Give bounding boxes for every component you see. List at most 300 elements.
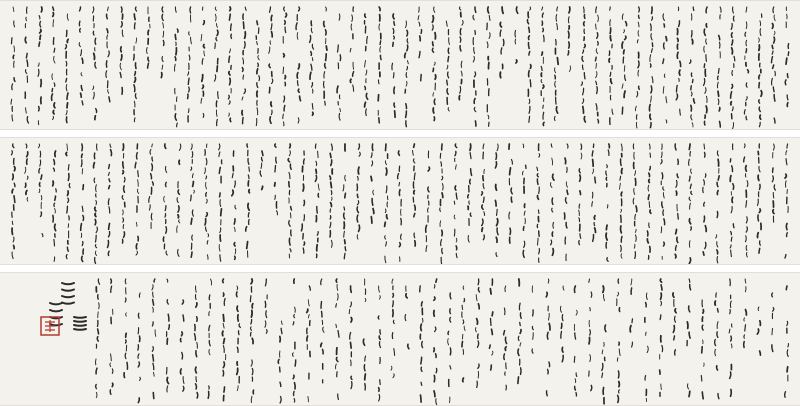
- brush-stroke: [55, 196, 56, 200]
- brush-stroke: [591, 292, 592, 297]
- brush-stroke: [109, 207, 110, 213]
- brush-stroke: [291, 230, 292, 236]
- brush-stroke: [732, 71, 733, 76]
- brush-stroke: [706, 106, 707, 113]
- brush-stroke: [96, 200, 97, 204]
- brush-stroke: [563, 286, 564, 290]
- signature-stroke: [74, 329, 86, 330]
- brush-stroke: [26, 7, 27, 13]
- brush-stroke: [539, 154, 540, 157]
- brush-stroke: [491, 365, 492, 370]
- brush-stroke: [717, 242, 718, 247]
- brush-stroke: [123, 144, 124, 150]
- brush-stroke: [704, 202, 705, 206]
- brush-stroke: [135, 72, 136, 76]
- brush-stroke: [312, 112, 313, 115]
- brush-stroke: [234, 243, 235, 246]
- brush-stroke: [651, 86, 652, 93]
- brush-stroke: [634, 244, 635, 248]
- brush-stroke: [704, 144, 705, 149]
- brush-stroke: [350, 48, 351, 52]
- brush-stroke: [501, 48, 502, 54]
- brush-stroke: [251, 320, 252, 325]
- brush-stroke: [598, 42, 599, 46]
- brush-stroke: [251, 360, 252, 366]
- brush-stroke: [662, 345, 663, 351]
- brush-stroke: [772, 45, 773, 48]
- brush-stroke: [690, 60, 691, 64]
- brush-stroke: [663, 193, 664, 198]
- brush-stroke: [293, 391, 294, 395]
- calligraphy-column: [757, 144, 761, 253]
- brush-stroke: [303, 248, 304, 253]
- brush-stroke: [53, 168, 54, 171]
- brush-stroke: [310, 72, 311, 79]
- brush-stroke: [206, 193, 207, 197]
- brush-stroke: [93, 7, 94, 13]
- brush-stroke: [215, 14, 216, 21]
- brush-stroke: [551, 144, 552, 147]
- brush-stroke: [435, 33, 436, 39]
- brush-stroke: [309, 286, 310, 290]
- brush-stroke: [93, 92, 94, 99]
- brush-stroke: [98, 329, 99, 334]
- brush-stroke: [704, 79, 705, 86]
- brush-stroke: [12, 115, 13, 121]
- brush-stroke: [110, 363, 111, 367]
- brush-stroke: [126, 333, 127, 337]
- brush-stroke: [555, 81, 556, 87]
- brush-stroke: [529, 71, 530, 77]
- brush-stroke: [519, 279, 520, 286]
- brush-stroke: [504, 308, 505, 315]
- brush-stroke: [54, 203, 55, 206]
- brush-stroke: [757, 329, 758, 334]
- brush-stroke: [311, 28, 312, 33]
- brush-stroke: [603, 295, 604, 301]
- brush-stroke: [14, 196, 15, 203]
- brush-stroke: [691, 191, 692, 194]
- brush-stroke: [717, 250, 718, 254]
- brush-stroke: [123, 210, 124, 215]
- brush-stroke: [785, 174, 786, 178]
- brush-stroke: [220, 200, 221, 207]
- brush-stroke: [426, 246, 427, 252]
- brush-stroke: [357, 201, 358, 205]
- brush-stroke: [408, 344, 409, 348]
- brush-stroke: [557, 23, 558, 29]
- brush-stroke: [345, 240, 346, 244]
- brush-stroke: [293, 322, 294, 325]
- calligraphy-column: [744, 144, 748, 257]
- brush-stroke: [248, 159, 249, 165]
- brush-stroke: [757, 233, 758, 238]
- brush-stroke: [649, 173, 650, 177]
- brush-stroke: [448, 339, 449, 345]
- brush-stroke: [691, 86, 692, 90]
- brush-stroke: [326, 7, 327, 11]
- signature-stroke: [62, 290, 74, 291]
- brush-stroke: [202, 75, 203, 82]
- brush-stroke: [367, 37, 368, 44]
- brush-stroke: [663, 242, 664, 246]
- brush-stroke: [285, 76, 286, 79]
- brush-stroke: [635, 106, 636, 111]
- brush-stroke: [746, 40, 747, 46]
- brush-stroke: [153, 372, 154, 376]
- brush-stroke: [634, 152, 635, 159]
- brush-stroke: [298, 118, 299, 123]
- brush-stroke: [543, 112, 544, 119]
- brush-stroke: [124, 177, 125, 182]
- calligraphy-column: [448, 293, 451, 403]
- brush-stroke: [533, 310, 534, 316]
- brush-stroke: [689, 258, 690, 264]
- brush-stroke: [289, 221, 290, 227]
- brush-stroke: [270, 117, 271, 124]
- brush-stroke: [52, 74, 53, 80]
- brush-stroke: [25, 70, 26, 74]
- calligraphy-column: [703, 144, 707, 255]
- brush-stroke: [95, 359, 96, 365]
- brush-stroke: [500, 30, 501, 36]
- brush-stroke: [459, 96, 460, 100]
- brush-stroke: [366, 109, 367, 116]
- brush-stroke: [590, 355, 591, 362]
- brush-stroke: [647, 346, 648, 352]
- brush-stroke: [152, 322, 153, 326]
- calligraphy-column: [473, 7, 476, 126]
- calligraphy-column: [568, 7, 571, 72]
- brush-stroke: [177, 198, 178, 203]
- calligraphy-column: [630, 279, 632, 347]
- brush-stroke: [399, 182, 400, 186]
- brush-stroke: [110, 390, 111, 394]
- brush-stroke: [14, 167, 15, 171]
- brush-stroke: [357, 176, 358, 180]
- brush-stroke: [393, 42, 394, 46]
- brush-stroke: [191, 144, 192, 150]
- brush-stroke: [295, 360, 296, 366]
- brush-stroke: [153, 307, 154, 312]
- brush-stroke: [720, 7, 721, 12]
- brush-stroke: [415, 205, 416, 210]
- brush-stroke: [379, 388, 380, 392]
- brush-stroke: [121, 47, 122, 52]
- brush-stroke: [651, 49, 652, 53]
- brush-stroke: [718, 176, 719, 180]
- brush-stroke: [387, 202, 388, 207]
- brush-stroke: [351, 342, 352, 348]
- brush-stroke: [56, 189, 57, 192]
- brush-stroke: [312, 104, 313, 110]
- brush-stroke: [53, 20, 54, 27]
- brush-stroke: [311, 64, 312, 70]
- calligraphy-column: [283, 7, 287, 126]
- brush-stroke: [124, 232, 125, 237]
- brush-stroke: [324, 22, 325, 27]
- brush-stroke: [357, 207, 358, 213]
- calligraphy-column: [645, 293, 648, 402]
- brush-stroke: [730, 301, 731, 307]
- brush-stroke: [358, 167, 359, 174]
- brush-stroke: [661, 227, 662, 233]
- brush-stroke: [469, 201, 470, 204]
- brush-stroke: [96, 385, 97, 389]
- brush-stroke: [237, 306, 238, 311]
- brush-stroke: [433, 108, 434, 113]
- brush-stroke: [243, 75, 244, 79]
- brush-stroke: [65, 45, 66, 49]
- brush-stroke: [304, 200, 305, 205]
- brush-stroke: [482, 219, 483, 225]
- brush-stroke: [222, 331, 223, 336]
- brush-stroke: [261, 163, 262, 169]
- brush-stroke: [538, 210, 539, 214]
- brush-stroke: [434, 62, 435, 65]
- brush-stroke: [478, 279, 479, 285]
- calligraphy-column: [250, 279, 253, 403]
- brush-stroke: [336, 304, 337, 308]
- brush-stroke: [744, 335, 745, 339]
- brush-stroke: [392, 63, 393, 69]
- brush-stroke: [235, 181, 236, 187]
- brush-stroke: [421, 302, 422, 306]
- brush-stroke: [483, 184, 484, 189]
- brush-stroke: [717, 332, 718, 337]
- brush-stroke: [230, 118, 231, 121]
- brush-stroke: [136, 38, 137, 43]
- brush-stroke: [109, 165, 110, 169]
- brush-stroke: [163, 31, 164, 37]
- brush-stroke: [197, 317, 198, 322]
- brush-stroke: [217, 120, 218, 126]
- brush-stroke: [598, 119, 599, 123]
- brush-stroke: [746, 246, 747, 251]
- brush-stroke: [353, 62, 354, 69]
- brush-stroke: [691, 105, 692, 111]
- brush-stroke: [543, 105, 544, 108]
- calligraphy-column: [195, 286, 198, 398]
- brush-stroke: [544, 35, 545, 41]
- brush-stroke: [96, 235, 97, 242]
- brush-stroke: [40, 160, 41, 166]
- calligraphy-column: [730, 144, 734, 257]
- brush-stroke: [786, 151, 787, 155]
- calligraphy-column: [731, 7, 735, 129]
- brush-stroke: [593, 235, 594, 242]
- brush-stroke: [196, 384, 197, 389]
- brush-stroke: [38, 144, 39, 148]
- brush-stroke: [40, 35, 41, 39]
- calligraphy-column: [337, 14, 341, 120]
- brush-stroke: [97, 337, 98, 341]
- brush-stroke: [42, 234, 43, 237]
- brush-stroke: [219, 245, 220, 252]
- brush-stroke: [591, 385, 592, 390]
- brush-stroke: [638, 61, 639, 68]
- brush-stroke: [506, 385, 507, 390]
- brush-stroke: [94, 53, 95, 59]
- brush-stroke: [707, 96, 708, 102]
- brush-stroke: [414, 144, 415, 147]
- brush-stroke: [284, 54, 285, 57]
- calligraphy-column: [265, 279, 267, 333]
- brush-stroke: [530, 7, 531, 10]
- brush-stroke: [550, 183, 551, 188]
- brush-stroke: [584, 7, 585, 13]
- brush-stroke: [433, 68, 434, 71]
- brush-stroke: [419, 52, 420, 58]
- brush-stroke: [392, 279, 393, 284]
- brush-stroke: [111, 286, 112, 292]
- brush-stroke: [351, 376, 352, 379]
- brush-stroke: [357, 215, 358, 222]
- brush-stroke: [386, 186, 387, 193]
- brush-stroke: [470, 179, 471, 183]
- brush-stroke: [138, 345, 139, 350]
- brush-stroke: [380, 41, 381, 45]
- brush-stroke: [107, 35, 108, 39]
- brush-stroke: [676, 191, 677, 195]
- calligraphy-column: [546, 279, 550, 396]
- brush-stroke: [524, 241, 525, 247]
- brush-stroke: [289, 172, 290, 178]
- brush-stroke: [618, 371, 619, 378]
- calligraphy-column: [135, 144, 139, 255]
- brush-stroke: [223, 279, 224, 283]
- brush-stroke: [291, 207, 292, 211]
- brush-stroke: [773, 308, 774, 312]
- brush-stroke: [744, 318, 745, 321]
- brush-stroke: [622, 14, 623, 19]
- brush-stroke: [553, 223, 554, 229]
- calligraphy-column: [609, 7, 613, 124]
- brush-stroke: [562, 355, 563, 362]
- brush-stroke: [442, 248, 443, 253]
- brush-stroke: [432, 25, 433, 30]
- brush-stroke: [195, 334, 196, 340]
- brush-stroke: [223, 323, 224, 328]
- brush-stroke: [242, 111, 243, 116]
- brush-stroke: [96, 185, 97, 192]
- brush-stroke: [182, 352, 183, 359]
- brush-stroke: [399, 243, 400, 247]
- calligraphy-column: [759, 14, 762, 127]
- brush-stroke: [715, 349, 716, 355]
- calligraphy-column: [772, 293, 774, 352]
- brush-stroke: [26, 17, 27, 21]
- brush-stroke: [82, 256, 83, 261]
- brush-stroke: [715, 340, 716, 346]
- brush-stroke: [125, 279, 126, 284]
- brush-stroke: [606, 177, 607, 180]
- brush-stroke: [134, 54, 135, 60]
- brush-stroke: [66, 85, 67, 91]
- brush-stroke: [39, 42, 40, 46]
- calligraphy-column: [363, 279, 366, 390]
- brush-stroke: [371, 217, 372, 224]
- brush-stroke: [579, 210, 580, 215]
- brush-stroke: [478, 288, 479, 292]
- brush-stroke: [27, 117, 28, 123]
- brush-stroke: [450, 293, 451, 299]
- brush-stroke: [322, 311, 323, 317]
- brush-stroke: [164, 196, 165, 202]
- brush-stroke: [691, 227, 692, 231]
- brush-stroke: [209, 350, 210, 355]
- brush-stroke: [39, 183, 40, 187]
- brush-stroke: [542, 52, 543, 55]
- brush-stroke: [66, 117, 67, 123]
- calligraphy-column: [275, 144, 278, 215]
- brush-stroke: [108, 172, 109, 175]
- brush-stroke: [476, 295, 477, 301]
- brush-stroke: [689, 279, 690, 282]
- brush-stroke: [702, 347, 703, 353]
- brush-stroke: [323, 349, 324, 353]
- brush-stroke: [448, 331, 449, 334]
- brush-stroke: [759, 100, 760, 103]
- brush-stroke: [365, 61, 366, 68]
- brush-stroke: [552, 208, 553, 212]
- brush-stroke: [350, 332, 351, 339]
- brush-stroke: [456, 165, 457, 169]
- brush-stroke: [677, 237, 678, 242]
- brush-stroke: [312, 83, 313, 87]
- brush-stroke: [760, 321, 761, 326]
- brush-stroke: [216, 110, 217, 116]
- brush-stroke: [208, 234, 209, 237]
- brush-stroke: [505, 286, 506, 292]
- brush-stroke: [13, 144, 14, 148]
- brush-stroke: [705, 242, 706, 248]
- brush-stroke: [120, 73, 121, 78]
- brush-stroke: [299, 7, 300, 11]
- brush-stroke: [266, 330, 267, 334]
- brush-stroke: [95, 62, 96, 68]
- brush-stroke: [529, 27, 530, 32]
- brush-stroke: [248, 175, 249, 179]
- brush-stroke: [193, 182, 194, 187]
- brush-stroke: [554, 116, 555, 120]
- brush-stroke: [773, 87, 774, 92]
- brush-stroke: [338, 394, 339, 399]
- brush-stroke: [625, 75, 626, 81]
- brush-stroke: [605, 325, 606, 332]
- brush-stroke: [223, 315, 224, 322]
- brush-stroke: [401, 234, 402, 239]
- brush-stroke: [165, 166, 166, 172]
- calligraphy-column: [689, 144, 692, 264]
- calligraphy-column: [527, 7, 531, 122]
- brush-stroke: [598, 15, 599, 22]
- brush-stroke: [386, 168, 387, 175]
- brush-stroke: [39, 16, 40, 19]
- calligraphy-column: [330, 144, 333, 247]
- brush-stroke: [229, 56, 230, 62]
- brush-stroke: [229, 49, 230, 53]
- brush-stroke: [406, 121, 407, 127]
- brush-stroke: [97, 144, 98, 150]
- brush-stroke: [167, 300, 168, 304]
- brush-stroke: [471, 169, 472, 176]
- brush-stroke: [589, 279, 590, 282]
- brush-stroke: [638, 70, 639, 76]
- brush-stroke: [309, 315, 310, 318]
- brush-stroke: [619, 390, 620, 393]
- brush-stroke: [108, 241, 109, 248]
